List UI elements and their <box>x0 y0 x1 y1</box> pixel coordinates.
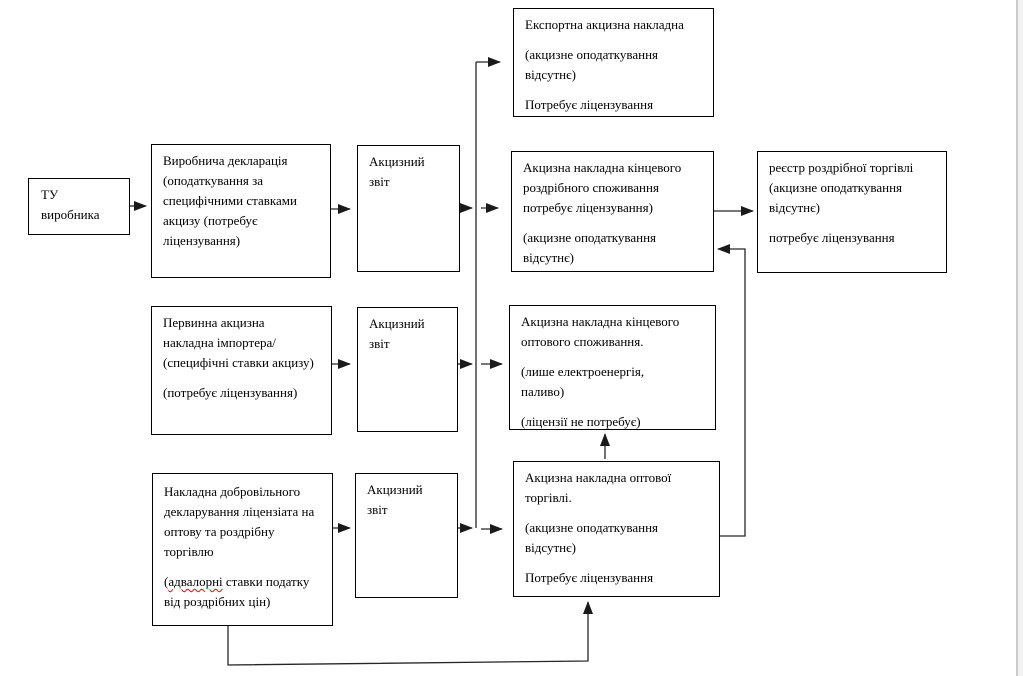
box-excise-report-1 <box>357 145 460 272</box>
box-text: Акцизний звіт <box>369 154 425 189</box>
box-text: Акцизна накладна кінцевого роздрібного споживання потребує ліцензування) <box>523 160 682 215</box>
box-text: Акцизна накладна кінцевого оптового споживання. <box>521 314 680 349</box>
box-text: Акцизний звіт <box>367 482 423 517</box>
box-text: Виробнича декларація (оподаткування за специфічними ставками акцизу (потребує ліцензування) <box>163 153 297 248</box>
box-importer-invoice <box>151 306 332 435</box>
box-text: Експортна акцизна накладна <box>525 17 684 32</box>
box-text: (ліцензії не потребує) <box>521 414 641 429</box>
box-retail-consumption-invoice <box>511 151 714 272</box>
box-text: Акцизний звіт <box>369 316 425 351</box>
box-text: (акцизне оподаткування відсутнє) <box>525 47 659 82</box>
connector-wholesale-trade-to-retail-consumption <box>718 249 745 536</box>
box-export-invoice <box>513 8 714 117</box>
box-wholesale-consumption-invoice <box>509 305 716 430</box>
box-text: Потребує ліцензування <box>525 97 654 112</box>
box-text: (лише електроенергія, паливо) <box>521 364 645 399</box>
box-text: реєстр роздрібної торгівлі (акцизне оподаткування відсутнє) <box>769 160 914 215</box>
box-text: Акцизна накладна оптової торгівлі. <box>525 470 672 505</box>
box-text-prefix: ( <box>164 574 169 589</box>
page-edge-background <box>1018 0 1023 676</box>
box-text: Потребує ліцензування <box>525 570 654 585</box>
box-text-suffix: ставки податку від роздрібних цін) <box>164 574 310 609</box>
box-text: Первинна акцизна накладна імпортера/ (специфічні ставки акцизу) <box>163 315 314 370</box>
box-text <box>164 572 321 612</box>
box-production-declaration <box>151 144 331 278</box>
box-text: (акцизне оподаткування відсутнє) <box>525 520 659 555</box>
box-excise-report-3 <box>355 473 458 598</box>
box-wholesale-trade-invoice <box>513 461 720 597</box>
box-retail-registry <box>757 151 947 273</box>
box-voluntary-declaration <box>152 473 333 626</box>
box-tu-producer <box>28 178 130 235</box>
box-text: (потребує ліцензування) <box>163 385 298 400</box>
box-text: потребує ліцензування <box>769 230 895 245</box>
box-excise-report-2 <box>357 307 458 432</box>
box-text: (акцизне оподаткування відсутнє) <box>523 230 657 265</box>
box-text: Накладна добровільного декларування ліцензіата на оптову та роздрібну торгівлю <box>164 484 315 559</box>
box-text: ТУ виробника <box>41 187 100 222</box>
misspelled-word: адвалорні <box>168 574 223 589</box>
